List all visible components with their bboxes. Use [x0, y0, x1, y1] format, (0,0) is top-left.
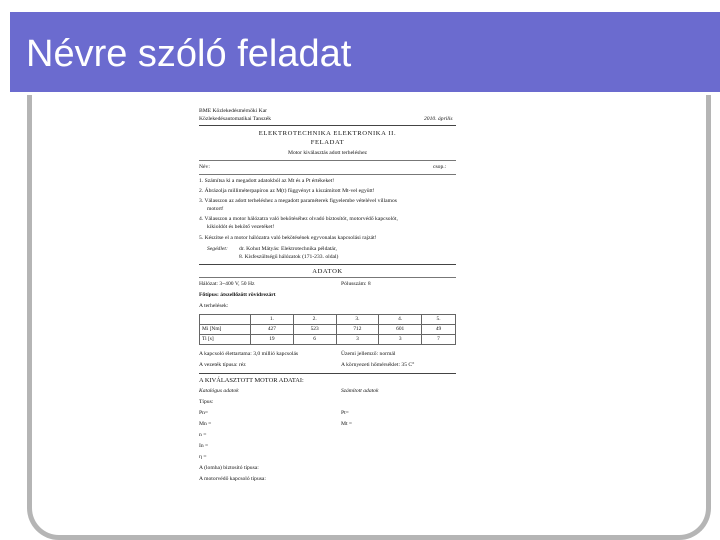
calculated-label: Számított adatok — [341, 388, 379, 394]
in-label: In = — [199, 443, 209, 449]
motor-type: Főtípus: átszellőzött rövidrezárt — [199, 292, 276, 298]
tasks-divider — [199, 264, 456, 265]
data-heading-divider — [199, 277, 456, 278]
help-line: dr. Kohut Mátyás: Elektrotechnika példatár, — [239, 246, 337, 252]
institute-line2: Közlekedésautomatikai Tanszék — [199, 116, 272, 122]
task-label: FELADAT — [310, 139, 345, 146]
task-item: 3. Válasszon az adott terheléshez a megadott paraméterek figyelembe vételével villamos — [199, 198, 397, 204]
task-item-continuation: motort! — [207, 206, 224, 212]
table-cell: Ti [s] — [200, 335, 251, 345]
course-title: ELEKTROTECHNIKA ELEKTRONIKA II. — [258, 130, 397, 137]
data-heading: ADATOK — [312, 268, 343, 275]
header-divider — [199, 125, 456, 126]
data-divider — [199, 373, 456, 374]
table-header-cell — [200, 315, 251, 325]
name-label: Név: — [199, 164, 210, 170]
ambient-temperature: A környezeti hőmérséklet: 35 C° — [341, 362, 415, 368]
table-cell: 601 — [379, 325, 422, 335]
institute-line1: BME Közlekedésmérnöki Kar — [199, 108, 268, 114]
table-header-cell: 2. — [293, 315, 336, 325]
selected-motor-heading: A KIVÁLASZTOTT MOTOR ADATAI: — [199, 377, 304, 384]
task-item: 5. Készítse el a motor hálózatra való bekötésének egyvonalas kapcsolási rajzát! — [199, 235, 377, 241]
table-row — [200, 335, 456, 345]
pn-label: Pn= — [199, 410, 209, 416]
table-header-cell: 1. — [251, 315, 294, 325]
wire-type: A vezeték típusa: réz — [199, 362, 246, 368]
protector-type: A motorvédő kapcsoló típusa: — [199, 476, 266, 482]
table-cell: 523 — [293, 325, 336, 335]
operating-mode: Üzemi jellemző: normál — [341, 351, 396, 357]
table-cell: 6 — [293, 335, 336, 345]
name-divider — [199, 174, 456, 175]
table-cell: Mi [Nm] — [200, 325, 251, 335]
n-label: n = — [199, 432, 207, 438]
help-line: 8. Kisfeszültségű hálózatok (171-233. oldal) — [239, 254, 339, 260]
table-header-row — [200, 315, 456, 325]
load-table — [199, 314, 456, 345]
pole-count: Pólusszám: 8 — [341, 281, 371, 287]
loads-label: A terhelések: — [199, 303, 229, 309]
table-header-cell: 4. — [379, 315, 422, 325]
network-spec: Hálózat: 3~400 V, 50 Hz — [199, 281, 255, 287]
document-date: 2010. április — [424, 116, 453, 122]
eta-label: η = — [199, 454, 207, 460]
task-item: 1. Számítsa ki a megadott adatokból az Mt és a Pt értékeket! — [199, 178, 335, 184]
table-header-cell: 3. — [336, 315, 379, 325]
mt-label: Mt = — [341, 421, 353, 427]
catalog-label: Katalógus adatok — [199, 388, 239, 394]
table-cell: 3 — [336, 335, 379, 345]
slide-title: Névre szóló feladat — [26, 33, 352, 75]
help-label: Segédlet: — [207, 246, 228, 252]
table-row — [200, 325, 456, 335]
mn-label: Mn = — [199, 421, 212, 427]
table-cell: 427 — [251, 325, 294, 335]
subtitle-divider — [199, 160, 456, 161]
table-cell: 7 — [422, 335, 456, 345]
task-item: 4. Válasszon a motor hálózatra való bekötéséhez olvadó biztosítót, motorvédő kapcsolót, — [199, 216, 398, 222]
switch-life: A kapcsoló élettartama: 3,0 millió kapcsolás — [199, 351, 299, 357]
type-label: Típus: — [199, 399, 214, 405]
table-header-cell: 5. — [422, 315, 456, 325]
pt-label: Pt= — [341, 410, 349, 416]
group-label: csop.: — [433, 164, 447, 170]
table-cell: 19 — [251, 335, 294, 345]
fuse-type: A (lomha) biztosító típusa: — [199, 465, 259, 471]
table-cell: 3 — [379, 335, 422, 345]
task-subtitle: Motor kiválasztás adott terheléshez — [287, 150, 368, 156]
task-item-continuation: kikioldót és bekötő vezetéket! — [207, 224, 275, 230]
table-cell: 712 — [336, 325, 379, 335]
table-cell: 49 — [422, 325, 456, 335]
task-item: 2. Ábrázolja milliméterpapíron az M(t) függvényt a kiszámított Mt-vel együtt! — [199, 188, 375, 194]
